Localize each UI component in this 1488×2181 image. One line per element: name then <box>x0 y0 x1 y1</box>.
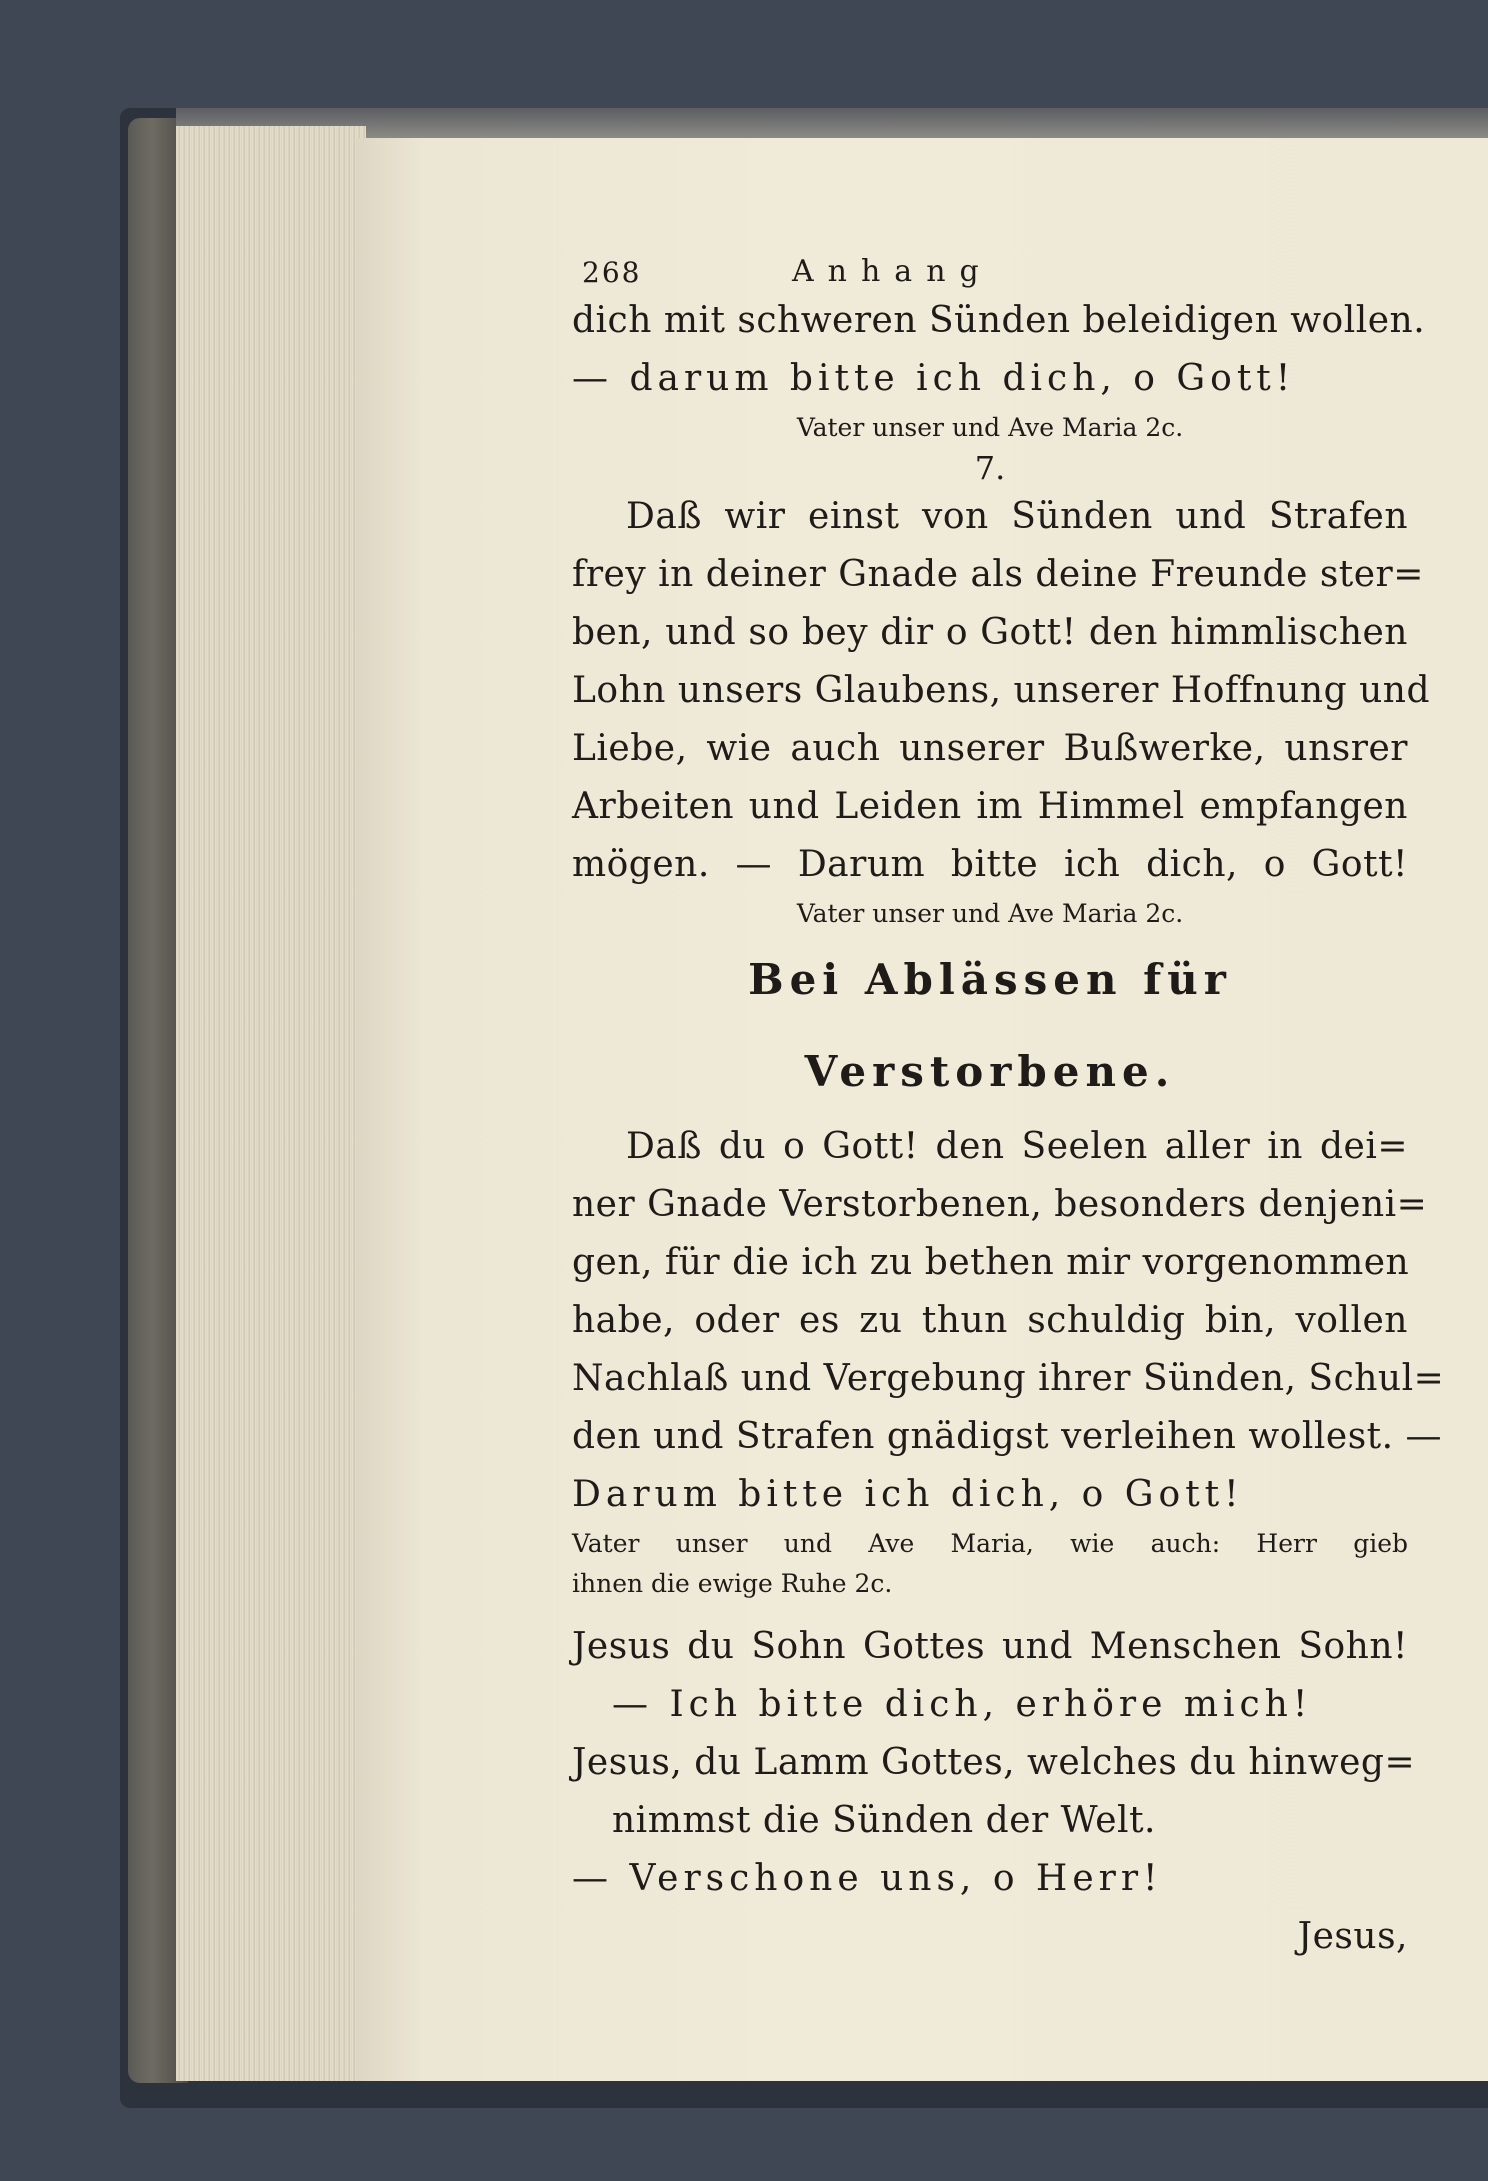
paragraph-number: 7. <box>974 449 1006 487</box>
running-head: Anhang <box>792 254 993 289</box>
text-line: ner Gnade Verstorbenen, besonders denjeni= <box>572 1184 1428 1225</box>
section-title: Bei Ablässen für Verstorbene. <box>748 955 1232 1096</box>
text-line: Nachlaß und Vergebung ihrer Sünden, Schul= <box>572 1358 1445 1399</box>
text-line: den und Strafen gnädigst verleihen wollest. — <box>572 1416 1443 1457</box>
text-line: dich mit schweren Sünden beleidigen wollen. <box>572 300 1426 341</box>
text-line: Liebe, wie auch unserer Bußwerke, unsrer <box>572 728 1408 769</box>
text-line: Daß du o Gott! den Seelen aller in dei= <box>626 1126 1408 1167</box>
book-top-edge <box>176 108 1488 138</box>
litany-line: Jesus du Sohn Gottes und Menschen Sohn! <box>572 1626 1408 1667</box>
text-line: Daß wir einst von Sünden und Strafen <box>626 496 1408 537</box>
prayer-note: ihnen die ewige Ruhe 2c. <box>572 1569 893 1598</box>
page-number: 268 <box>582 256 642 289</box>
text-line: Lohn unsers Glaubens, unserer Hoffnung und <box>572 670 1430 711</box>
page-header <box>572 246 1408 292</box>
prayer-note: Vater unser und Ave Maria 2c. <box>796 413 1184 442</box>
litany-line: Jesus, du Lamm Gottes, welches du hinweg= <box>572 1742 1416 1783</box>
text-line: ben, und so bey dir o Gott! den himmlischen <box>572 612 1408 653</box>
text-line: Darum bitte ich dich, o Gott! <box>572 1474 1244 1515</box>
text-line: gen, für die ich zu bethen mir vorgenommen <box>572 1242 1410 1283</box>
text-line: habe, oder es zu thun schuldig bin, vollen <box>572 1300 1408 1341</box>
catchword: Jesus, <box>1297 1916 1408 1957</box>
text-line: — darum bitte ich dich, o Gott! <box>572 358 1296 399</box>
text-line: Arbeiten und Leiden im Himmel empfangen <box>572 786 1408 827</box>
litany-response: — Verschone uns, o Herr! <box>572 1858 1163 1899</box>
page-text <box>572 246 1445 1966</box>
litany-response: — Ich bitte dich, erhöre mich! <box>612 1684 1313 1725</box>
page-edges <box>176 126 366 2081</box>
text-line: frey in deiner Gnade als deine Freunde ster= <box>572 554 1424 595</box>
prayer-note: Vater unser und Ave Maria 2c. <box>796 899 1184 928</box>
prayer-note: Vater unser und Ave Maria, wie auch: Herr gieb <box>572 1529 1408 1558</box>
litany-line: nimmst die Sünden der Welt. <box>612 1800 1156 1841</box>
text-line: mögen. — Darum bitte ich dich, o Gott! <box>572 844 1408 885</box>
